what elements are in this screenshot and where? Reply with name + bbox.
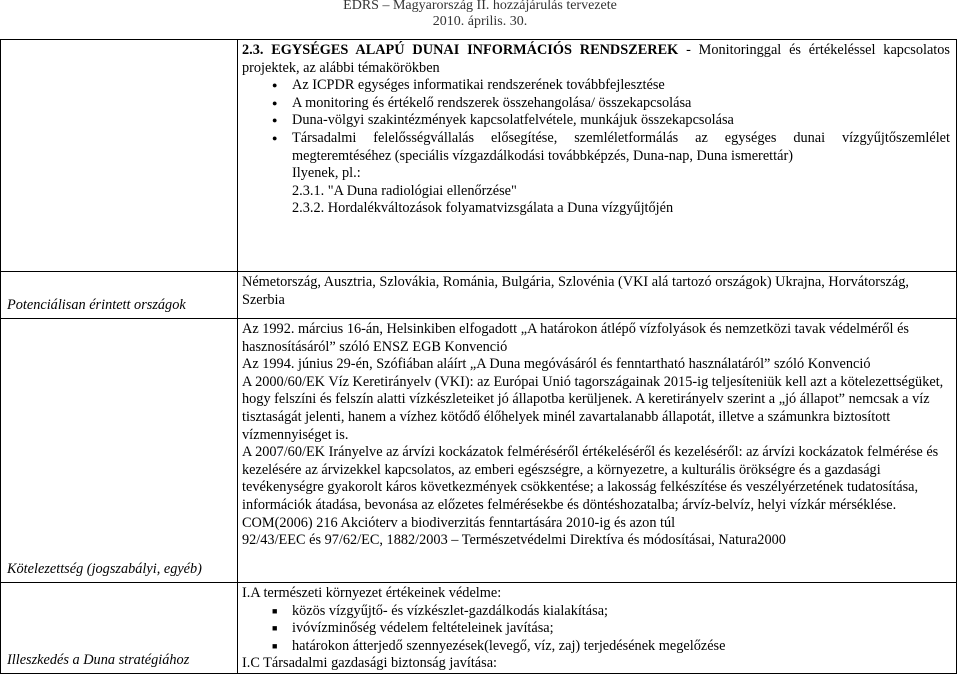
examples-label: Ilyenek, pl.:	[292, 165, 361, 182]
list-item: ■ közös vízgyűjtő- és vízkészlet-gazdálkodás kialakítása;	[242, 603, 950, 621]
document-title: EDRS – Magyarország II. hozzájárulás tervezete	[343, 0, 617, 13]
row-label: Potenciálisan érintett országok	[1, 272, 238, 319]
obligations-text	[238, 319, 957, 583]
paragraph: COM(2006) 216 Akcióterv a biodiverzitás fenntartására 2010-ig és azon túl	[242, 514, 676, 531]
paragraph: A 2007/60/EK Irányelve az árvízi kockázatok felméréséről értékeléséről és kezeléséről: az árvízi kockázatok felmérése és kezelésére az árvizekkel kapcsolatos, az emberi egészségre, a környezetre, a kulturális örökségre és a gazdasági tevékenységre gyakorolt káros következmények csökkentése; a lakosság felkészítése és veszélyérzetének tudatosítása, információk átadása, bevonása az előzetes felmérésekbe és döntéshozatalba; árvíz-belvíz, helyi vízkár mérséklése.	[242, 444, 939, 513]
strategy-fit-text	[238, 583, 957, 674]
row-label	[1, 40, 238, 272]
subproject-1: 2.3.1. "A Duna radiológiai ellenőrzése"	[292, 182, 517, 199]
list-item: ● Az ICPDR egységes informatikai rendszerének továbbfejlesztése	[242, 77, 950, 95]
countries-text: Németország, Ausztria, Szlovákia, Románia, Bulgária, Szlovénia (VKI alá tartozó országok) Ukrajna, Horvátország, Szerbia	[238, 272, 957, 319]
list-item: ■ határokon átterjedő szennyezések(levegő, víz, zaj) terjedésének megelőzése	[242, 638, 950, 656]
row-label: Illeszkedés a Duna stratégiához	[1, 583, 238, 674]
document-table	[0, 39, 957, 674]
paragraph: I.C Társadalmi gazdasági biztonság javítása:	[242, 655, 498, 672]
list-item: ■ ivóvízminőség védelem feltételeinek javítása;	[242, 620, 950, 638]
topic-list	[242, 77, 950, 165]
list-item: ● Társadalmi felelősségvállalás elősegítése, szemléletformálás az egységes dunai vízgyűjtőszemlélet megteremtéséhez (speciális vízgazdálkodási továbbképzés, Duna-nap, Duna ismerettár)	[242, 130, 950, 165]
list-item: ● Duna-völgyi szakintézmények kapcsolatfelvétele, munkájuk összekapcsolása	[242, 112, 950, 130]
strategy-list	[242, 603, 950, 656]
table-row	[1, 583, 957, 674]
list-item: ● A monitoring és értékelő rendszerek összehangolása/ összekapcsolása	[242, 95, 950, 113]
paragraph: A 2000/60/EK Víz Keretirányelv (VKI): az Európai Unió tagországainak 2015-ig teljesíteniük kell azt a kötelezettségüket, hogy felszíni és felszín alatti vízkészleteiket jó állapotba kerüljenek. A keretirányelv szerint a „jó állapot” nemcsak a víz tisztaságát jelenti, hanem a vízhez kötődő élőhelyek minél zavartalanabb állapotát, illetve a számunkra biztosított vízmennyiséget is.	[242, 373, 944, 443]
paragraph: Az 1994. június 29-én, Szófiában aláírt „A Duna megóvásáról és fenntartható használatáról” szóló Konvenció	[242, 356, 871, 373]
section-heading: 2.3. EGYSÉGES ALAPÚ DUNAI INFORMÁCIÓS RENDSZEREK - Monitoringgal és értékeléssel kapcsolatos projektek, az alábbi témakörökben	[242, 42, 950, 76]
paragraph: I.A természeti környezet értékeinek védelme:	[242, 585, 502, 601]
row-label: Kötelezettség (jogszabályi, egyéb)	[1, 319, 238, 583]
document-date: 2010. április. 30.	[432, 14, 528, 29]
table-row	[1, 40, 957, 272]
table-row	[1, 272, 957, 319]
subproject-2: 2.3.2. Hordalékváltozások folyamatvizsgálata a Duna vízgyűjtőjén	[292, 200, 674, 217]
project-description	[238, 40, 957, 272]
paragraph: 92/43/EEC és 97/62/EC, 1882/2003 – Természetvédelmi Direktíva és módosításai, Natura2000	[242, 532, 786, 549]
paragraph: Az 1992. március 16-án, Helsinkiben elfogadott „A határokon átlépő vízfolyások és nemzetközi tavak védelméről és hasznosításáról” szóló ENSZ EGB Konvenció	[242, 321, 909, 355]
table-row	[1, 319, 957, 583]
